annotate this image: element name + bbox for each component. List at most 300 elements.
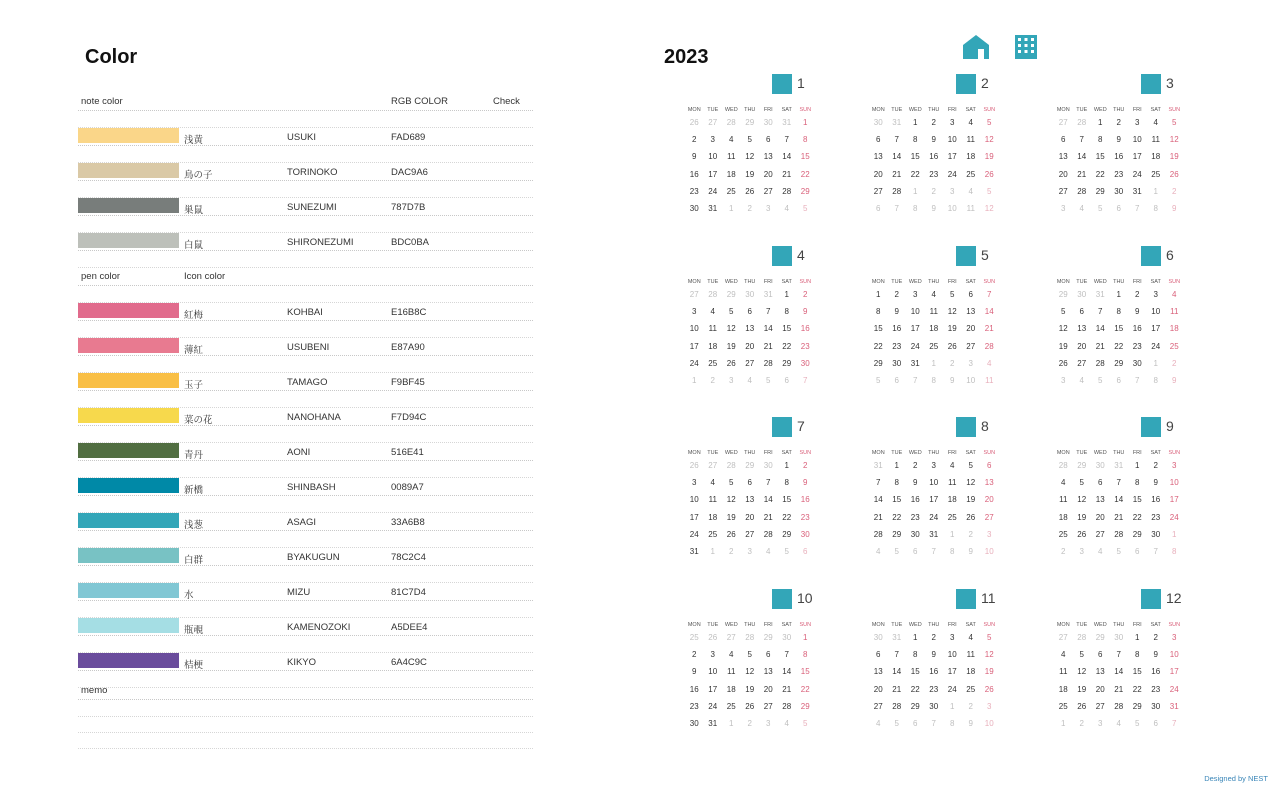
note-color-row[interactable] (78, 202, 533, 216)
day-cell[interactable]: 7 (1135, 376, 1140, 385)
day-cell[interactable]: 25 (1058, 701, 1068, 711)
day-cell[interactable]: 8 (1172, 547, 1177, 556)
day-cell[interactable]: 26 (947, 341, 957, 351)
day-cell[interactable]: 20 (763, 169, 773, 179)
day-cell[interactable]: 4 (950, 461, 955, 470)
day-cell[interactable]: 22 (1132, 512, 1142, 522)
day-cell[interactable]: 14 (1114, 667, 1124, 677)
day-cell[interactable]: 9 (931, 204, 936, 213)
day-cell[interactable]: 12 (745, 667, 755, 677)
day-cell[interactable]: 21 (873, 512, 883, 522)
day-cell[interactable]: 26 (689, 118, 699, 127)
day-cell[interactable]: 26 (726, 529, 736, 539)
day-cell[interactable]: 3 (710, 650, 715, 660)
day-cell[interactable]: 7 (1116, 478, 1121, 488)
day-cell[interactable]: 4 (1079, 204, 1084, 213)
day-cell[interactable]: 14 (892, 667, 902, 677)
day-cell[interactable]: 28 (892, 701, 902, 711)
day-cell[interactable]: 10 (689, 495, 699, 505)
day-cell[interactable]: 30 (873, 633, 883, 642)
day-cell[interactable]: 5 (747, 650, 752, 660)
day-cell[interactable]: 10 (1169, 650, 1179, 660)
day-cell[interactable]: 5 (876, 376, 881, 385)
day-cell[interactable]: 7 (766, 478, 771, 488)
day-cell[interactable]: 19 (745, 169, 755, 179)
day-cell[interactable]: 8 (784, 307, 789, 317)
day-cell[interactable]: 5 (803, 719, 808, 728)
day-cell[interactable]: 3 (931, 461, 936, 470)
day-cell[interactable]: 3 (950, 633, 955, 642)
day-cell[interactable]: 16 (1132, 324, 1142, 334)
day-cell[interactable]: 31 (708, 719, 718, 728)
day-cell[interactable]: 1 (1153, 358, 1158, 368)
day-cell[interactable]: 6 (803, 547, 808, 556)
day-cell[interactable]: 25 (726, 186, 736, 196)
day-cell[interactable]: 8 (803, 135, 808, 145)
day-cell[interactable]: 2 (968, 701, 973, 711)
day-cell[interactable]: 7 (894, 650, 899, 660)
day-cell[interactable]: 23 (689, 701, 699, 711)
day-cell[interactable]: 18 (966, 152, 976, 162)
day-cell[interactable]: 28 (1114, 701, 1124, 711)
day-cell[interactable]: 30 (1132, 358, 1142, 368)
day-cell[interactable]: 27 (708, 461, 718, 470)
day-cell[interactable]: 6 (894, 376, 899, 385)
day-cell[interactable]: 30 (1077, 290, 1087, 299)
day-cell[interactable]: 21 (892, 684, 902, 694)
day-cell[interactable]: 20 (984, 495, 994, 505)
day-cell[interactable]: 23 (1114, 169, 1124, 179)
day-cell[interactable]: 29 (910, 701, 920, 711)
day-cell[interactable]: 25 (929, 341, 939, 351)
day-cell[interactable]: 2 (1116, 118, 1121, 127)
day-cell[interactable]: 14 (782, 667, 792, 677)
day-cell[interactable]: 5 (1079, 650, 1084, 660)
pen-color-row[interactable] (78, 517, 533, 531)
day-cell[interactable]: 31 (910, 358, 920, 368)
day-cell[interactable]: 4 (968, 633, 973, 642)
day-cell[interactable]: 31 (1114, 461, 1124, 470)
day-cell[interactable]: 10 (708, 152, 718, 162)
day-cell[interactable]: 19 (1077, 512, 1087, 522)
day-cell[interactable]: 24 (1151, 341, 1161, 351)
day-cell[interactable]: 9 (968, 547, 973, 556)
day-cell[interactable]: 25 (1151, 169, 1161, 179)
day-cell[interactable]: 27 (966, 341, 976, 351)
day-cell[interactable]: 19 (1169, 152, 1179, 162)
day-cell[interactable]: 15 (910, 152, 920, 162)
day-cell[interactable]: 11 (966, 204, 975, 213)
day-cell[interactable]: 29 (745, 461, 755, 470)
day-cell[interactable]: 3 (1153, 290, 1158, 299)
day-cell[interactable]: 14 (1114, 495, 1124, 505)
day-cell[interactable]: 5 (894, 719, 899, 728)
day-cell[interactable]: 17 (1151, 324, 1161, 334)
day-cell[interactable]: 29 (873, 358, 883, 368)
day-cell[interactable]: 27 (984, 512, 994, 522)
day-cell[interactable]: 22 (910, 684, 920, 694)
day-cell[interactable]: 6 (1098, 650, 1103, 660)
day-cell[interactable]: 23 (892, 341, 902, 351)
day-cell[interactable]: 5 (968, 461, 973, 470)
day-cell[interactable]: 30 (1114, 633, 1124, 642)
day-cell[interactable]: 3 (1079, 547, 1084, 556)
day-cell[interactable]: 9 (950, 376, 955, 385)
day-cell[interactable]: 21 (782, 169, 792, 179)
day-cell[interactable]: 17 (708, 684, 718, 694)
day-cell[interactable]: 6 (1135, 547, 1140, 556)
day-cell[interactable]: 28 (1077, 118, 1087, 127)
day-cell[interactable]: 25 (1169, 341, 1179, 351)
memo-line[interactable] (78, 732, 533, 733)
day-cell[interactable]: 12 (966, 478, 976, 488)
day-cell[interactable]: 2 (692, 650, 697, 660)
day-cell[interactable]: 8 (913, 204, 918, 213)
day-cell[interactable]: 9 (803, 478, 808, 488)
day-cell[interactable]: 26 (708, 633, 718, 642)
day-cell[interactable]: 12 (984, 650, 994, 660)
day-cell[interactable]: 24 (947, 169, 957, 179)
memo-line[interactable] (78, 748, 533, 749)
day-cell[interactable]: 5 (1116, 547, 1121, 556)
day-cell[interactable]: 15 (782, 324, 792, 334)
day-cell[interactable]: 27 (745, 358, 755, 368)
day-cell[interactable]: 4 (729, 650, 734, 660)
day-cell[interactable]: 24 (910, 341, 920, 351)
day-cell[interactable]: 1 (1135, 461, 1140, 470)
day-cell[interactable]: 1 (784, 290, 789, 299)
day-cell[interactable]: 2 (803, 290, 808, 299)
day-cell[interactable]: 15 (800, 152, 810, 162)
day-cell[interactable]: 24 (689, 358, 699, 368)
pen-color-row[interactable] (78, 482, 533, 496)
day-cell[interactable]: 15 (1095, 152, 1105, 162)
day-cell[interactable]: 14 (763, 495, 773, 505)
day-cell[interactable]: 25 (708, 358, 718, 368)
day-cell[interactable]: 25 (947, 512, 957, 522)
day-cell[interactable]: 9 (1172, 204, 1177, 213)
day-cell[interactable]: 28 (892, 186, 902, 196)
day-cell[interactable]: 3 (692, 307, 697, 317)
day-cell[interactable]: 22 (800, 684, 810, 694)
day-cell[interactable]: 17 (689, 512, 699, 522)
day-cell[interactable]: 3 (1135, 118, 1140, 127)
day-cell[interactable]: 31 (1169, 701, 1179, 711)
day-cell[interactable]: 11 (727, 152, 736, 162)
day-cell[interactable]: 25 (966, 684, 976, 694)
day-cell[interactable]: 14 (984, 307, 994, 317)
day-cell[interactable]: 11 (966, 650, 975, 660)
day-cell[interactable]: 4 (747, 376, 752, 385)
day-cell[interactable]: 5 (987, 118, 992, 127)
day-cell[interactable]: 4 (710, 307, 715, 317)
day-cell[interactable]: 1 (950, 529, 955, 539)
day-cell[interactable]: 9 (1172, 376, 1177, 385)
day-cell[interactable]: 8 (1153, 376, 1158, 385)
day-cell[interactable]: 7 (894, 204, 899, 213)
day-cell[interactable]: 24 (1132, 169, 1142, 179)
day-cell[interactable]: 3 (987, 529, 992, 539)
day-cell[interactable]: 1 (1098, 118, 1103, 127)
day-cell[interactable]: 29 (726, 290, 736, 299)
day-cell[interactable]: 30 (763, 118, 773, 127)
day-cell[interactable]: 6 (1116, 204, 1121, 213)
day-cell[interactable]: 5 (1135, 719, 1140, 728)
day-cell[interactable]: 29 (763, 633, 773, 642)
day-cell[interactable]: 4 (987, 358, 992, 368)
day-cell[interactable]: 5 (784, 547, 789, 556)
day-cell[interactable]: 7 (1098, 307, 1103, 317)
day-cell[interactable]: 2 (1135, 290, 1140, 299)
day-cell[interactable]: 16 (800, 495, 810, 505)
day-cell[interactable]: 4 (876, 719, 881, 728)
day-cell[interactable]: 17 (1169, 667, 1179, 677)
day-cell[interactable]: 29 (1058, 290, 1068, 299)
day-cell[interactable]: 23 (910, 512, 920, 522)
day-cell[interactable]: 31 (929, 529, 939, 539)
day-cell[interactable]: 10 (1151, 307, 1161, 317)
day-cell[interactable]: 17 (947, 667, 957, 677)
day-cell[interactable]: 3 (950, 118, 955, 127)
day-cell[interactable]: 27 (689, 290, 699, 299)
day-cell[interactable]: 30 (1151, 529, 1161, 539)
day-cell[interactable]: 21 (763, 341, 773, 351)
day-cell[interactable]: 8 (1153, 204, 1158, 213)
day-cell[interactable]: 12 (1058, 324, 1068, 334)
day-cell[interactable]: 15 (892, 495, 902, 505)
day-cell[interactable]: 5 (747, 135, 752, 145)
day-cell[interactable]: 2 (692, 135, 697, 145)
day-cell[interactable]: 6 (766, 135, 771, 145)
day-cell[interactable]: 1 (803, 633, 808, 642)
day-cell[interactable]: 23 (1132, 341, 1142, 351)
day-cell[interactable]: 22 (1095, 169, 1105, 179)
day-cell[interactable]: 9 (931, 650, 936, 660)
day-cell[interactable]: 4 (784, 204, 789, 213)
day-cell[interactable]: 16 (929, 152, 939, 162)
day-cell[interactable]: 2 (803, 461, 808, 470)
day-cell[interactable]: 1 (950, 701, 955, 711)
day-cell[interactable]: 17 (929, 495, 939, 505)
day-cell[interactable]: 13 (966, 307, 976, 317)
day-cell[interactable]: 16 (1114, 152, 1124, 162)
day-cell[interactable]: 10 (947, 135, 957, 145)
day-cell[interactable]: 31 (873, 461, 883, 470)
day-cell[interactable]: 20 (873, 684, 883, 694)
day-cell[interactable]: 27 (745, 529, 755, 539)
day-cell[interactable]: 1 (803, 118, 808, 127)
day-cell[interactable]: 27 (873, 701, 883, 711)
day-cell[interactable]: 3 (950, 186, 955, 196)
day-cell[interactable]: 31 (892, 633, 902, 642)
day-cell[interactable]: 15 (1132, 495, 1142, 505)
day-cell[interactable]: 30 (745, 290, 755, 299)
day-cell[interactable]: 19 (947, 324, 957, 334)
day-cell[interactable]: 8 (913, 650, 918, 660)
day-cell[interactable]: 16 (1151, 667, 1161, 677)
day-cell[interactable]: 19 (984, 152, 994, 162)
day-cell[interactable]: 18 (726, 169, 736, 179)
day-cell[interactable]: 30 (873, 118, 883, 127)
day-cell[interactable]: 22 (1114, 341, 1124, 351)
day-cell[interactable]: 17 (708, 169, 718, 179)
day-cell[interactable]: 19 (726, 341, 736, 351)
day-cell[interactable]: 28 (984, 341, 994, 351)
day-cell[interactable]: 25 (1058, 529, 1068, 539)
day-cell[interactable]: 3 (987, 701, 992, 711)
day-cell[interactable]: 5 (894, 547, 899, 556)
day-cell[interactable]: 10 (708, 667, 718, 677)
day-cell[interactable]: 2 (710, 376, 715, 385)
day-cell[interactable]: 12 (1077, 495, 1087, 505)
note-color-row[interactable] (78, 132, 533, 146)
day-cell[interactable]: 9 (931, 135, 936, 145)
day-cell[interactable]: 30 (800, 529, 810, 539)
pen-color-row[interactable] (78, 342, 533, 356)
day-cell[interactable]: 30 (910, 529, 920, 539)
day-cell[interactable]: 5 (1061, 307, 1066, 317)
day-cell[interactable]: 30 (763, 461, 773, 470)
day-cell[interactable]: 27 (708, 118, 718, 127)
day-cell[interactable]: 27 (1095, 701, 1105, 711)
day-cell[interactable]: 2 (1172, 186, 1177, 196)
day-cell[interactable]: 30 (800, 358, 810, 368)
day-cell[interactable]: 3 (710, 135, 715, 145)
day-cell[interactable]: 7 (931, 719, 936, 728)
note-color-row[interactable] (78, 237, 533, 251)
day-cell[interactable]: 15 (1114, 324, 1124, 334)
day-cell[interactable]: 22 (910, 169, 920, 179)
day-cell[interactable]: 28 (1095, 358, 1105, 368)
day-cell[interactable]: 16 (929, 667, 939, 677)
day-cell[interactable]: 27 (763, 701, 773, 711)
day-cell[interactable]: 5 (1098, 204, 1103, 213)
day-cell[interactable]: 21 (984, 324, 994, 334)
day-cell[interactable]: 26 (1058, 358, 1068, 368)
day-cell[interactable]: 9 (913, 478, 918, 488)
day-cell[interactable]: 6 (1116, 376, 1121, 385)
day-cell[interactable]: 16 (800, 324, 810, 334)
day-cell[interactable]: 20 (1077, 341, 1087, 351)
day-cell[interactable]: 31 (892, 118, 902, 127)
day-cell[interactable]: 10 (984, 547, 994, 556)
day-cell[interactable]: 15 (800, 667, 810, 677)
day-cell[interactable]: 8 (1135, 650, 1140, 660)
note-color-row[interactable] (78, 167, 533, 181)
day-cell[interactable]: 14 (892, 152, 902, 162)
day-cell[interactable]: 18 (1058, 512, 1068, 522)
day-cell[interactable]: 5 (1098, 376, 1103, 385)
day-cell[interactable]: 18 (726, 684, 736, 694)
day-cell[interactable]: 3 (913, 290, 918, 299)
day-cell[interactable]: 11 (1059, 495, 1068, 505)
day-cell[interactable]: 12 (726, 324, 736, 334)
day-cell[interactable]: 6 (766, 650, 771, 660)
day-cell[interactable]: 5 (987, 633, 992, 642)
day-cell[interactable]: 30 (689, 719, 699, 728)
day-cell[interactable]: 7 (1153, 547, 1158, 556)
day-cell[interactable]: 27 (726, 633, 736, 642)
day-cell[interactable]: 28 (782, 186, 792, 196)
day-cell[interactable]: 9 (692, 152, 697, 162)
day-cell[interactable]: 12 (1077, 667, 1087, 677)
day-cell[interactable]: 24 (947, 684, 957, 694)
day-cell[interactable]: 13 (1077, 324, 1087, 334)
day-cell[interactable]: 15 (873, 324, 883, 334)
day-cell[interactable]: 22 (782, 341, 792, 351)
day-cell[interactable]: 4 (784, 719, 789, 728)
day-cell[interactable]: 27 (1058, 633, 1068, 642)
day-cell[interactable]: 20 (1095, 512, 1105, 522)
day-cell[interactable]: 25 (726, 701, 736, 711)
day-cell[interactable]: 6 (747, 478, 752, 488)
day-cell[interactable]: 26 (1077, 701, 1087, 711)
day-cell[interactable]: 29 (892, 529, 902, 539)
day-cell[interactable]: 16 (689, 684, 699, 694)
pen-color-row[interactable] (78, 657, 533, 671)
day-cell[interactable]: 4 (1153, 118, 1158, 127)
day-cell[interactable]: 2 (931, 186, 936, 196)
day-cell[interactable]: 18 (966, 667, 976, 677)
day-cell[interactable]: 22 (800, 169, 810, 179)
day-cell[interactable]: 1 (1153, 186, 1158, 196)
day-cell[interactable]: 7 (913, 376, 918, 385)
day-cell[interactable]: 2 (1153, 633, 1158, 642)
pen-color-row[interactable] (78, 447, 533, 461)
day-cell[interactable]: 5 (729, 478, 734, 488)
day-cell[interactable]: 1 (894, 461, 899, 470)
day-cell[interactable]: 11 (708, 495, 717, 505)
memo-line[interactable] (78, 716, 533, 717)
day-cell[interactable]: 7 (1116, 650, 1121, 660)
day-cell[interactable]: 28 (763, 529, 773, 539)
day-cell[interactable]: 6 (876, 204, 881, 213)
day-cell[interactable]: 20 (745, 512, 755, 522)
day-cell[interactable]: 23 (929, 684, 939, 694)
day-cell[interactable]: 13 (763, 667, 773, 677)
day-cell[interactable]: 30 (1114, 186, 1124, 196)
day-cell[interactable]: 1 (913, 186, 918, 196)
day-cell[interactable]: 2 (1061, 547, 1066, 556)
day-cell[interactable]: 21 (782, 684, 792, 694)
day-cell[interactable]: 22 (1132, 684, 1142, 694)
day-cell[interactable]: 26 (984, 169, 994, 179)
day-cell[interactable]: 8 (784, 478, 789, 488)
day-cell[interactable]: 5 (803, 204, 808, 213)
day-cell[interactable]: 20 (763, 684, 773, 694)
day-cell[interactable]: 10 (984, 719, 994, 728)
day-cell[interactable]: 24 (708, 701, 718, 711)
day-cell[interactable]: 6 (876, 650, 881, 660)
day-cell[interactable]: 8 (803, 650, 808, 660)
day-cell[interactable]: 8 (1116, 307, 1121, 317)
day-cell[interactable]: 18 (947, 495, 957, 505)
day-cell[interactable]: 24 (689, 529, 699, 539)
day-cell[interactable]: 18 (1058, 684, 1068, 694)
day-cell[interactable]: 2 (747, 204, 752, 213)
day-cell[interactable]: 13 (873, 152, 883, 162)
day-cell[interactable]: 31 (782, 118, 792, 127)
day-cell[interactable]: 18 (708, 341, 718, 351)
day-cell[interactable]: 6 (784, 376, 789, 385)
day-cell[interactable]: 7 (784, 135, 789, 145)
day-cell[interactable]: 2 (1153, 461, 1158, 470)
day-cell[interactable]: 1 (876, 290, 881, 299)
day-cell[interactable]: 18 (929, 324, 939, 334)
day-cell[interactable]: 28 (708, 290, 718, 299)
day-cell[interactable]: 1 (729, 719, 734, 728)
day-cell[interactable]: 18 (1151, 152, 1161, 162)
